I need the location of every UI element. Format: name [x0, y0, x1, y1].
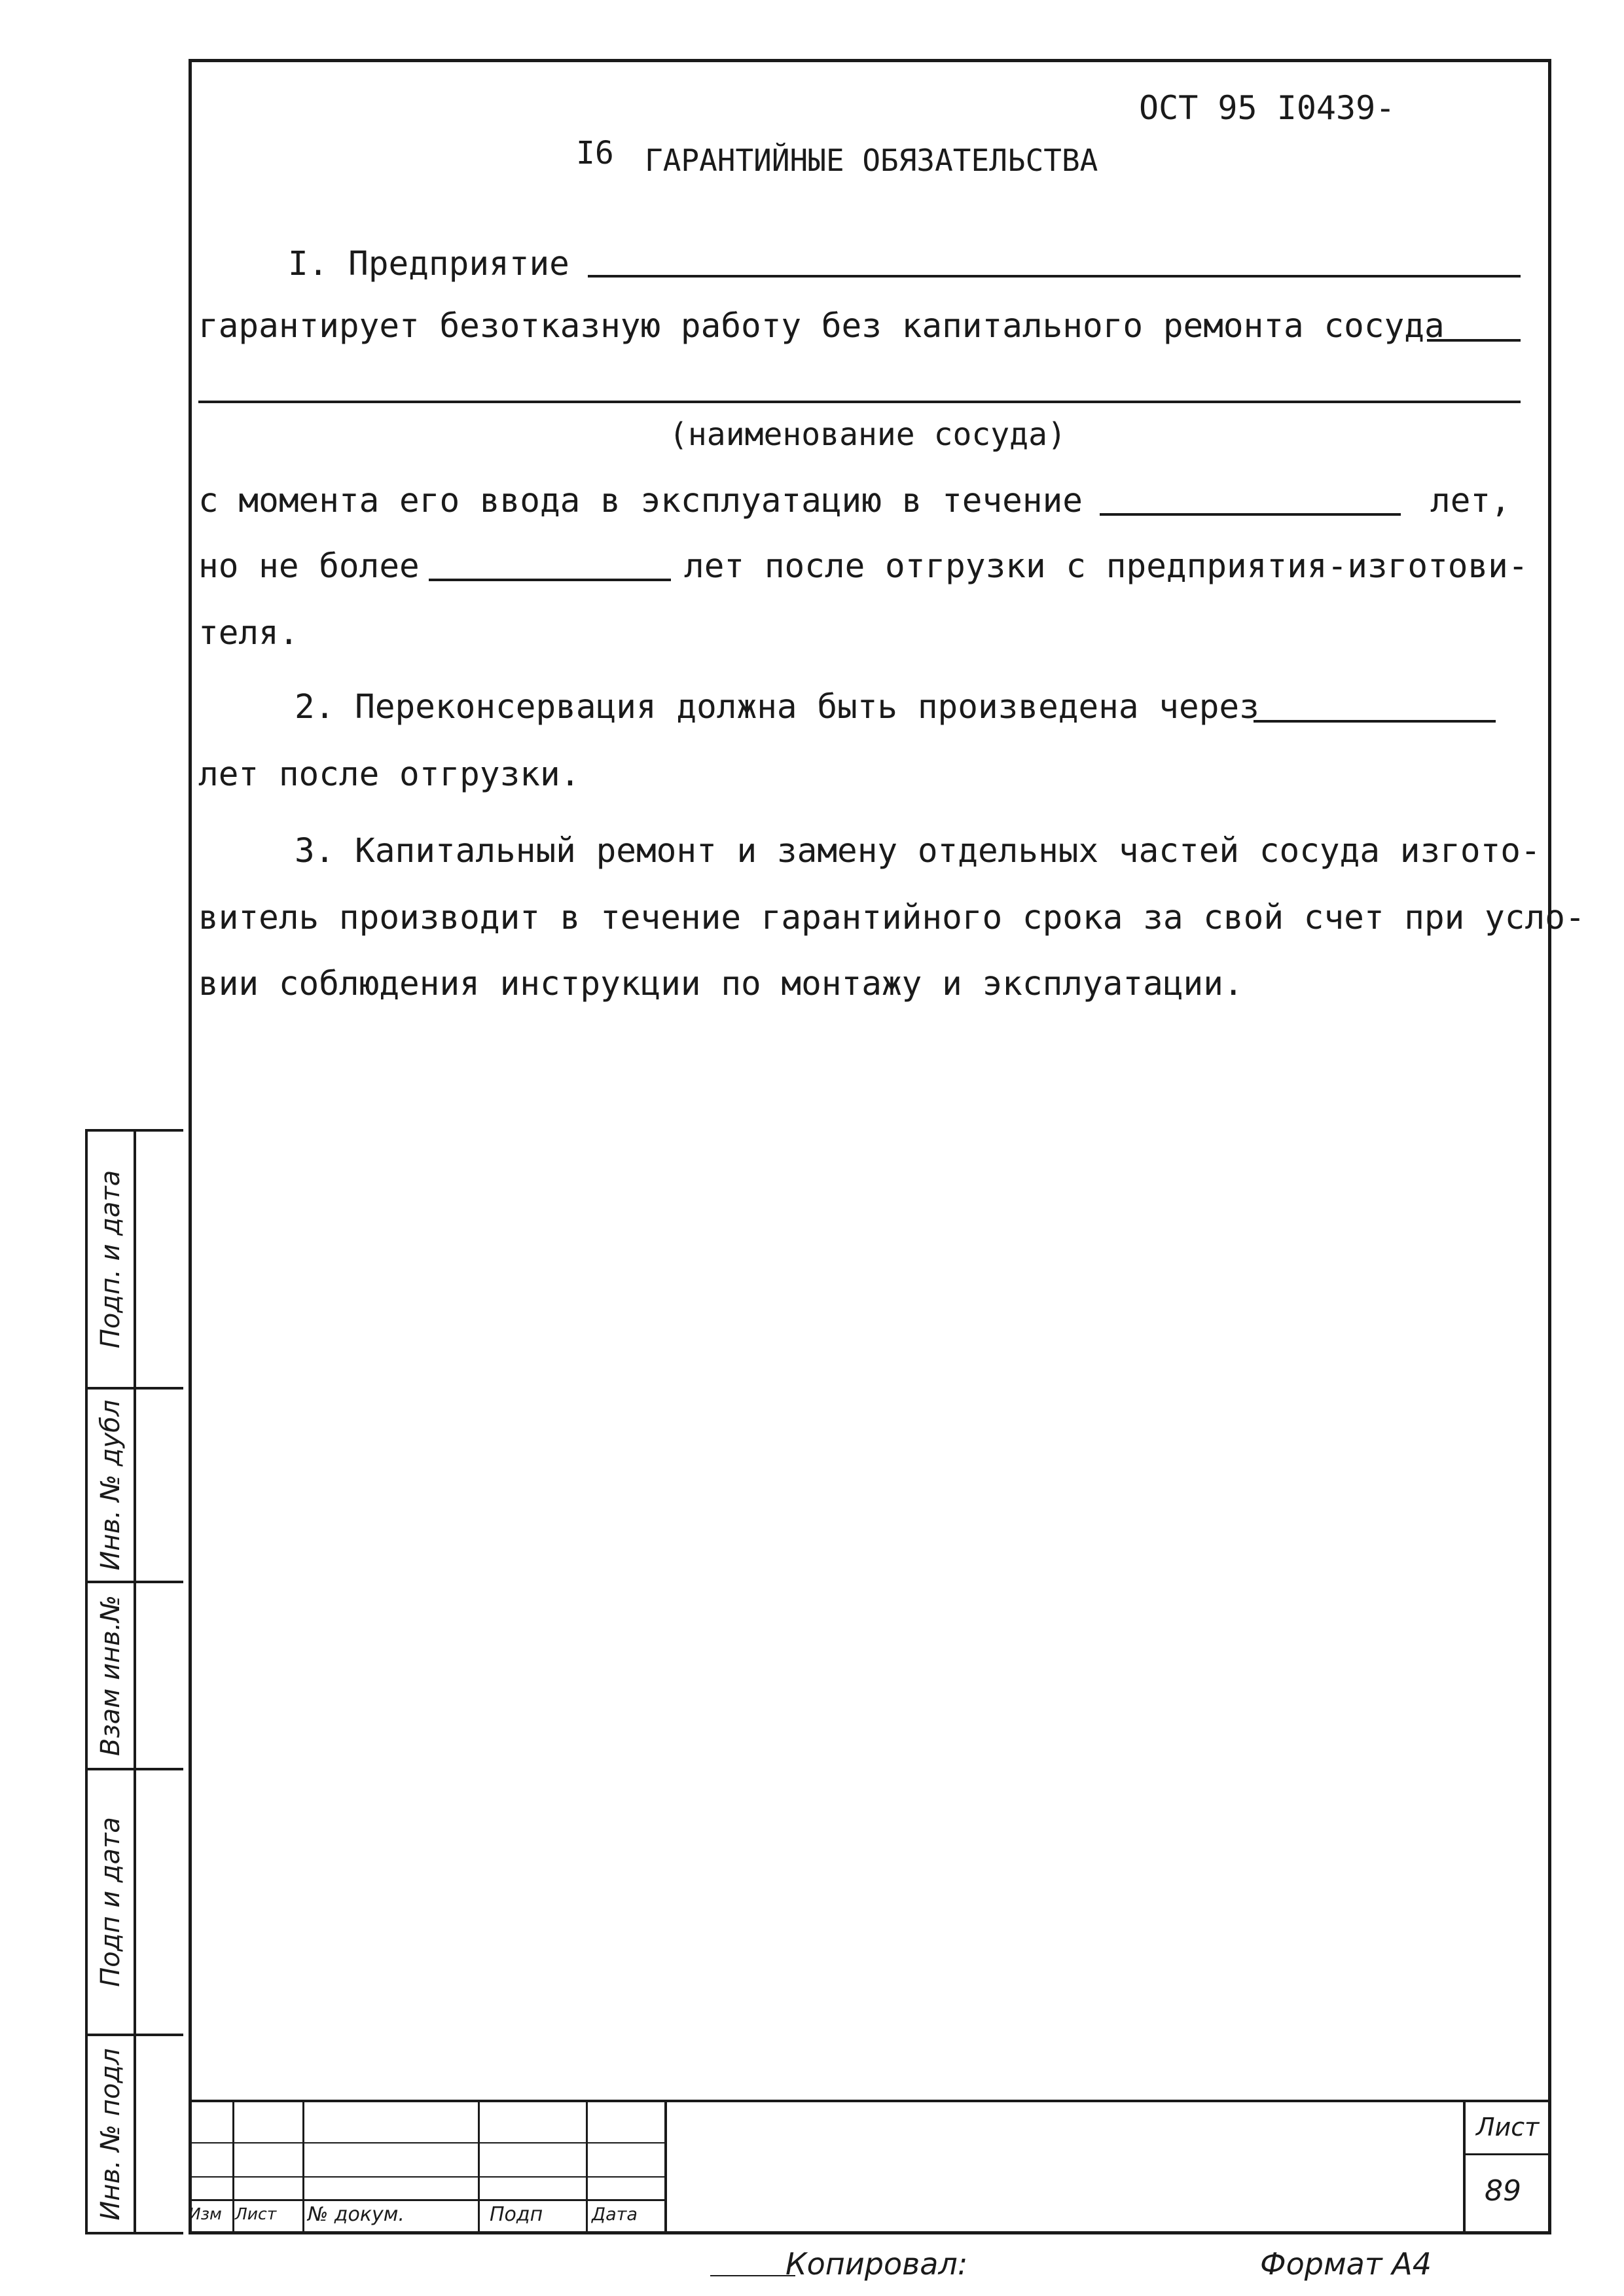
- tb-vline-5: [664, 2100, 667, 2234]
- clause1-line3b: лет,: [1430, 482, 1511, 520]
- years-blank: [1100, 513, 1401, 516]
- side-label-dup-inv: Инв. № дубл: [96, 1399, 126, 1571]
- tb-vline-4: [586, 2100, 588, 2234]
- clause1-line5: теля.: [198, 614, 299, 653]
- vessel-blank-short: [1427, 339, 1521, 342]
- tb-col-izm: Изм: [189, 2204, 222, 2223]
- clause2-line1: 2. Переконсервация должна быть произведена через: [295, 688, 1259, 726]
- clause3-line1: 3. Капитальный ремонт и замену отдельных частей сосуда изгото-: [295, 832, 1541, 870]
- tb-col-list: Лист: [235, 2204, 277, 2223]
- page-frame: [189, 59, 1551, 2234]
- reconservation-blank: [1254, 720, 1496, 723]
- side-stamp-sign-date-2: [85, 1768, 183, 2036]
- tb-hline-2: [189, 2176, 664, 2178]
- document-code: ОСТ 95 I0439-: [1139, 89, 1396, 127]
- tb-col-doc: № докум.: [308, 2203, 405, 2226]
- enterprise-blank: [588, 275, 1521, 278]
- max-years-blank: [429, 579, 671, 581]
- side-label-sign-date-1: Подп. и дата: [96, 1170, 126, 1349]
- side-label-orig-inv: Инв. № подл: [96, 2047, 126, 2221]
- tb-sheet-number: 89: [1485, 2174, 1521, 2208]
- tb-vline-6: [1463, 2100, 1466, 2234]
- section-number: I6: [576, 135, 614, 171]
- side-stamp-dup-inv: [85, 1387, 183, 1583]
- side-label-replace-inv: Взам инв.№: [96, 1594, 126, 1757]
- clause1-line3a: с момента его ввода в эксплуатацию в течение: [198, 482, 1083, 520]
- clause1-line1: I. Предприятие: [288, 245, 569, 283]
- clause3-line3: вии соблюдения инструкции по монтажу и эксплуатации.: [198, 965, 1244, 1003]
- tb-vline-3: [478, 2100, 480, 2234]
- side-stamp-replace-inv: [85, 1581, 183, 1770]
- vessel-name-blank: [198, 401, 1521, 403]
- clause3-line2: витель производит в течение гарантийного срока за свой счет при усло-: [198, 899, 1585, 937]
- section-title: ГАРАНТИЙНЫЕ ОБЯЗАТЕЛЬСТВА: [645, 143, 1098, 178]
- tb-col-podp: Подп: [490, 2203, 543, 2226]
- tb-vline-1: [232, 2100, 234, 2234]
- footer-copied: Копировал:: [785, 2246, 968, 2282]
- clause1-line4a: но не более: [198, 547, 420, 586]
- tb-hline-3: [189, 2199, 664, 2201]
- side-label-sign-date-2: Подп и дата: [96, 1817, 126, 1987]
- vessel-name-caption: (наименование сосуда): [669, 416, 1066, 453]
- copied-blank: [710, 2275, 795, 2276]
- clause1-line4b: лет после отгрузки с предприятия-изготови-: [684, 547, 1528, 586]
- tb-vline-2: [302, 2100, 304, 2234]
- side-stamp-sign-date-1: [85, 1129, 183, 1390]
- tb-sheet-label: Лист: [1476, 2113, 1540, 2142]
- clause2-line2: лет после отгрузки.: [198, 755, 581, 794]
- side-stamp-orig-inv: [85, 2034, 183, 2234]
- tb-col-data: Дата: [592, 2204, 638, 2225]
- clause1-line2: гарантирует безотказную работу без капитального ремонта сосуда: [198, 307, 1445, 346]
- tb-hline-1: [189, 2142, 664, 2144]
- footer-format: Формат А4: [1260, 2246, 1432, 2282]
- tb-hline-sheet: [1463, 2153, 1551, 2155]
